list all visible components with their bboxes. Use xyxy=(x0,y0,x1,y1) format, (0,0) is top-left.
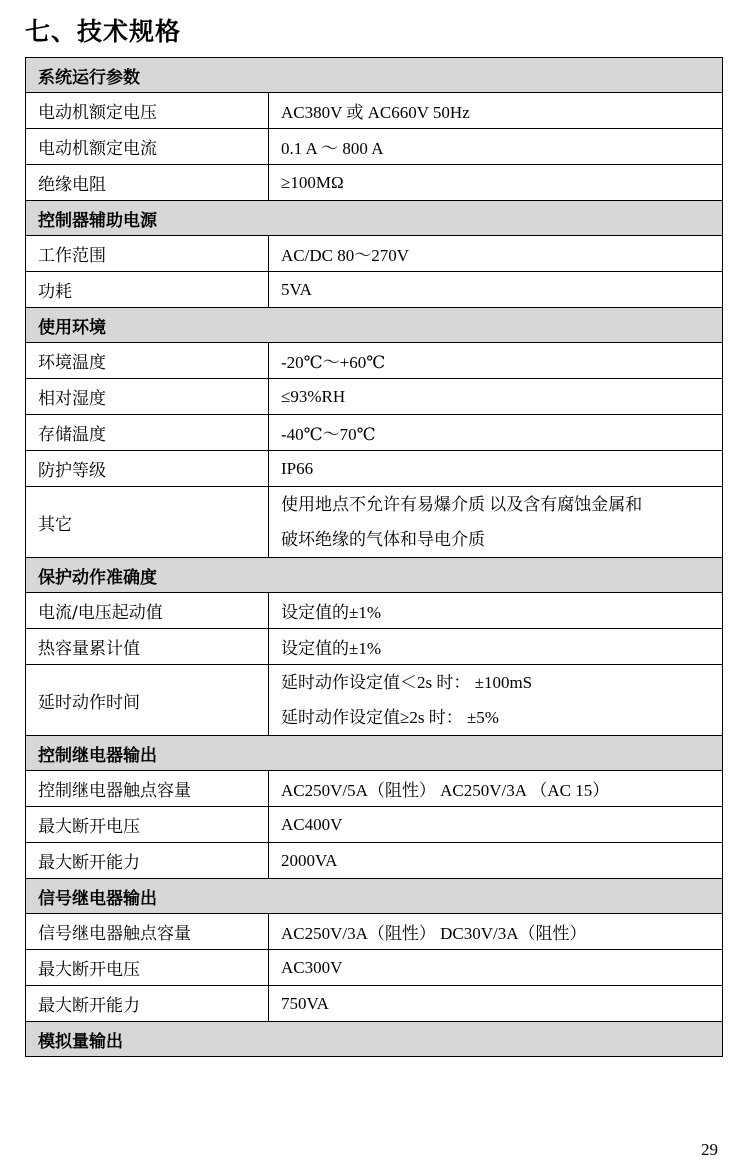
table-row xyxy=(26,593,723,629)
spec-label: 控制继电器触点容量 xyxy=(26,771,269,807)
table-row xyxy=(26,843,723,879)
spec-value-line: ≥100MΩ xyxy=(281,172,344,192)
spec-value-line: 破坏绝缘的气体和导电介质 xyxy=(281,530,485,549)
spec-value-line: 设定值的±1% xyxy=(281,639,381,658)
spec-value-line: AC380V 或 AC660V 50Hz xyxy=(281,103,470,122)
spec-label: 环境温度 xyxy=(26,343,269,379)
table-row xyxy=(26,950,723,986)
section-header-row xyxy=(26,879,723,914)
spec-value-line: 延时动作设定值＜2s 时： ±100mS xyxy=(281,673,533,692)
spec-value-line: AC250V/5A（阻性） AC250V/3A （AC 15） xyxy=(281,781,610,800)
section-header-row xyxy=(26,1022,723,1057)
spec-value-line: IP66 xyxy=(281,458,314,478)
table-row xyxy=(26,451,723,487)
table-row xyxy=(26,415,723,451)
spec-value-line: 5VA xyxy=(281,279,312,299)
page-title: 七、技术规格 xyxy=(25,17,182,46)
table-row xyxy=(26,665,723,736)
spec-value-line: 750VA xyxy=(281,993,329,1013)
spec-value-line: AC300V xyxy=(281,957,343,977)
section-header-row xyxy=(26,58,723,93)
table-row xyxy=(26,487,723,558)
spec-label: 电动机额定电流 xyxy=(26,129,269,165)
section-heading: 系统运行参数 xyxy=(26,58,723,93)
spec-value xyxy=(269,93,723,129)
section-header-row xyxy=(26,736,723,771)
section-heading: 模拟量输出 xyxy=(26,1022,723,1057)
table-row xyxy=(26,771,723,807)
table-row xyxy=(26,93,723,129)
spec-label: 最大断开电压 xyxy=(26,950,269,986)
spec-value xyxy=(269,950,723,986)
table-row xyxy=(26,129,723,165)
section-heading: 使用环境 xyxy=(26,308,723,343)
spec-value xyxy=(269,236,723,272)
spec-label: 绝缘电阻 xyxy=(26,165,269,201)
spec-value xyxy=(269,629,723,665)
spec-label: 最大断开电压 xyxy=(26,807,269,843)
spec-label: 信号继电器触点容量 xyxy=(26,914,269,950)
spec-value-line: AC400V xyxy=(281,814,343,834)
section-header-row xyxy=(26,558,723,593)
spec-label: 相对湿度 xyxy=(26,379,269,415)
table-row xyxy=(26,236,723,272)
spec-value xyxy=(269,415,723,451)
spec-value-line: 2000VA xyxy=(281,850,338,870)
spec-value-line: 使用地点不允许有易爆介质 以及含有腐蚀金属和 xyxy=(281,495,643,514)
spec-value-line: 延时动作设定值≥2s 时： ±5% xyxy=(281,708,499,727)
spec-label: 延时动作时间 xyxy=(26,665,269,736)
spec-label: 防护等级 xyxy=(26,451,269,487)
spec-value-line: 0.1 A ～ 800 A xyxy=(281,139,384,158)
section-heading: 信号继电器输出 xyxy=(26,879,723,914)
spec-value xyxy=(269,343,723,379)
spec-value xyxy=(269,986,723,1022)
table-row xyxy=(26,165,723,201)
table-row xyxy=(26,379,723,415)
spec-value xyxy=(269,807,723,843)
spec-value-line: 设定值的±1% xyxy=(281,603,381,622)
table-row xyxy=(26,343,723,379)
spec-label: 存储温度 xyxy=(26,415,269,451)
section-header-row xyxy=(26,201,723,236)
spec-value xyxy=(269,593,723,629)
spec-label: 工作范围 xyxy=(26,236,269,272)
table-row xyxy=(26,629,723,665)
spec-value-line: -20℃～+60℃ xyxy=(281,353,386,372)
spec-value xyxy=(269,487,723,558)
spec-value xyxy=(269,129,723,165)
spec-label: 电动机额定电压 xyxy=(26,93,269,129)
spec-value-line: AC250V/3A（阻性） DC30V/3A（阻性） xyxy=(281,924,587,943)
spec-value-line: ≤93%RH xyxy=(281,386,346,406)
spec-label: 热容量累计值 xyxy=(26,629,269,665)
spec-table xyxy=(25,57,723,1057)
section-heading: 控制器辅助电源 xyxy=(26,201,723,236)
spec-table-body xyxy=(26,58,723,1057)
spec-value xyxy=(269,914,723,950)
spec-label: 功耗 xyxy=(26,272,269,308)
spec-value xyxy=(269,665,723,736)
spec-value-line: AC/DC 80～270V xyxy=(281,246,409,265)
spec-value xyxy=(269,771,723,807)
page-number: 29 xyxy=(701,1140,718,1159)
spec-value-line: -40℃～70℃ xyxy=(281,425,376,444)
table-row xyxy=(26,986,723,1022)
table-row xyxy=(26,914,723,950)
spec-value xyxy=(269,272,723,308)
spec-value xyxy=(269,165,723,201)
spec-label: 其它 xyxy=(26,487,269,558)
spec-value xyxy=(269,451,723,487)
spec-value xyxy=(269,379,723,415)
spec-label: 最大断开能力 xyxy=(26,843,269,879)
spec-value xyxy=(269,843,723,879)
table-row xyxy=(26,807,723,843)
table-row xyxy=(26,272,723,308)
section-header-row xyxy=(26,308,723,343)
section-heading: 控制继电器输出 xyxy=(26,736,723,771)
spec-label: 电流/电压起动值 xyxy=(26,593,269,629)
spec-label: 最大断开能力 xyxy=(26,986,269,1022)
section-heading: 保护动作准确度 xyxy=(26,558,723,593)
